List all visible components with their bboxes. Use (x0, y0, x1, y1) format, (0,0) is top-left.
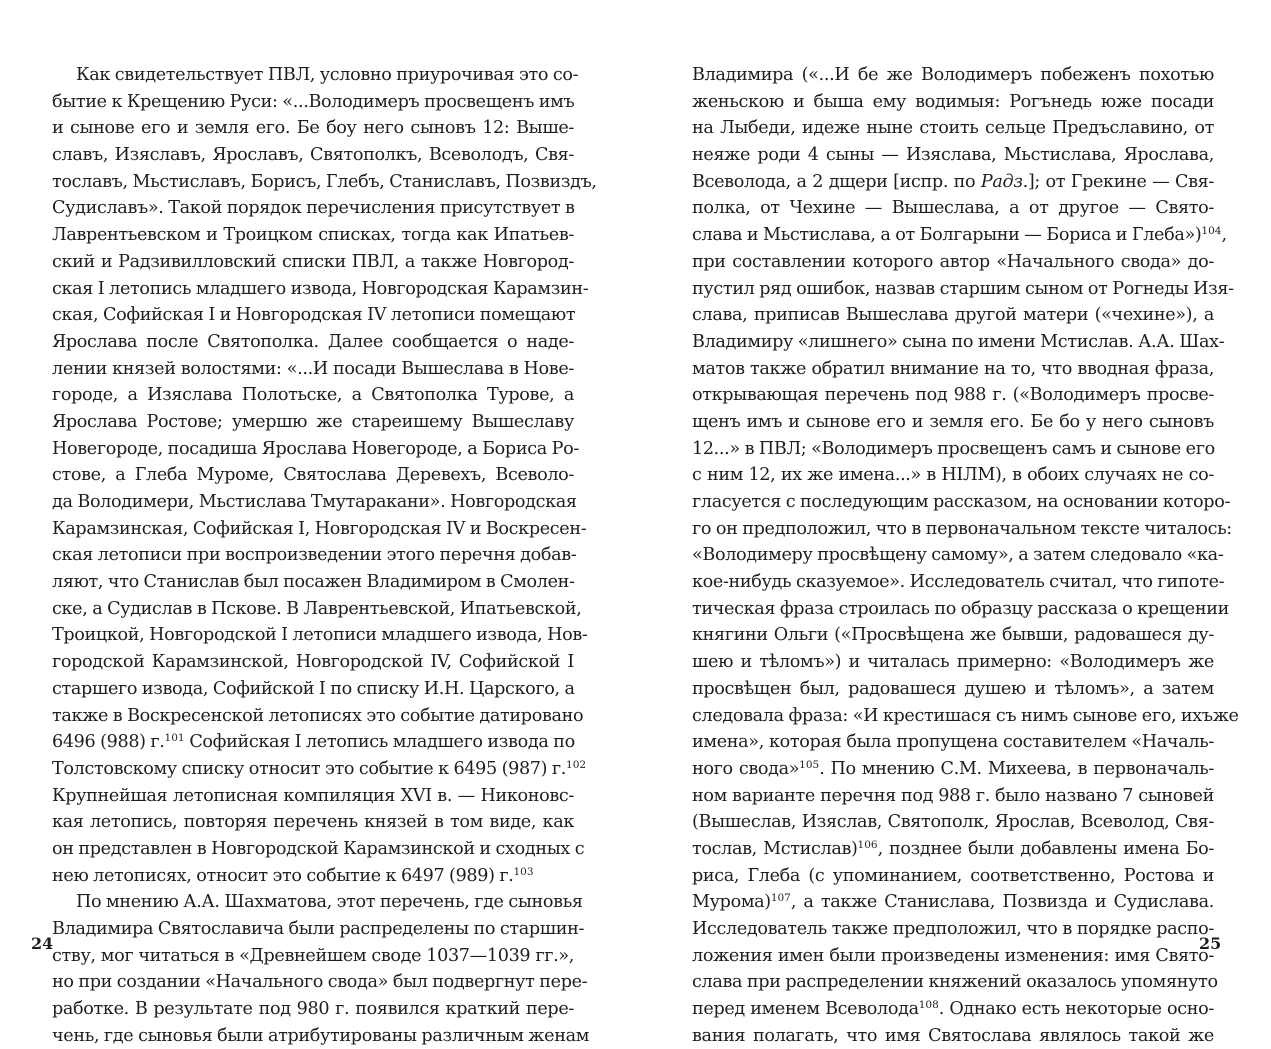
text-line: также в Воскресенской летописях это событие датировано (52, 705, 584, 726)
text-line: 6496 (988) г.$^{101}$ Софийская I летопись младшего извода по (52, 732, 575, 753)
text-line: перед именем Всеволода$^{108}$. Однако есть некоторые осно- (692, 999, 1215, 1020)
page-number-right: 25 (1199, 934, 1222, 953)
right-page (692, 62, 1239, 1049)
text-line: имена», которая была пропущена составителем «Началь- (692, 732, 1214, 753)
text-line: нею летописях, относит это событие к 6497 (989) г.$^{103}$ (52, 865, 534, 886)
text-line: следовала фраза: «И крестишася съ нимъ сынове его, ихъже (692, 705, 1239, 726)
text-line: стове, а Глеба Муроме, Святослава Деревехъ, Всеволо- (52, 465, 574, 486)
text-line: Владимиру «лишнего» сына по имени Мстислав. А.А. Шах- (692, 331, 1225, 352)
text-line: тическая фраза строилась по образцу рассказа о крещении (692, 598, 1229, 619)
text-line: ский и Радзивилловский списки ПВЛ, а также Новгород- (52, 251, 574, 272)
text-line: Владимира («...И бе же Володимеръ побеженъ похотью (692, 65, 1214, 85)
text-line: «Володимеру просвѣщену самому», а затем следовало «ка- (692, 545, 1224, 566)
text-line: Как свидетельствует ПВЛ, условно приурочивая это со- (76, 65, 579, 85)
text-line: просвѣщен был, радовашеся душею и тѣломъ», а затем (692, 678, 1214, 699)
text-line: Крупнейшая летописная компиляция XVI в. — Никоновс- (52, 785, 574, 806)
text-line: да Володимери, Мьстислава Тмутаракани». Новгородская (52, 492, 577, 512)
text-line: женьскою и быша ему водимыя: Рогънедь юже посади (692, 91, 1214, 112)
text-line: щенъ имъ и сынове его и земля его. Бе бо у него сыновъ (692, 411, 1214, 432)
text-line: ляют, что Станислав был посажен Владимиром в Смолен- (52, 572, 575, 593)
text-line: слава при распределении княжений оказалось упомянуто (692, 972, 1218, 993)
text-line: старшего извода, Софийской I по списку И.Н. Царского, а (52, 678, 575, 699)
text-line: ская, Софийская I и Новгородская IV летописи помещают (52, 305, 576, 326)
text-line: княгини Ольги («Просвѣщена же бывши, радовашеся ду- (692, 625, 1214, 646)
text-line: Исследователь также предположил, что в порядке распо- (692, 919, 1214, 939)
text-line: тославъ, Мьстиславъ, Борисъ, Глебъ, Станиславъ, Позвиздъ, (52, 171, 597, 192)
text-line: Судиславъ». Такой порядок перечисления присутствует в (52, 198, 575, 219)
text-line: городе, а Изяслава Полотьске, а Святополка Турове, а (52, 385, 574, 406)
page-number-left: 24 (31, 934, 54, 953)
text-line: он представлен в Новгородской Карамзинской и сходных с (52, 838, 585, 859)
text-line: ская летописи при воспроизведении этого перечня добав- (52, 545, 577, 566)
text-line: бытие к Крещению Руси: «...Володимеръ просвещенъ имъ (52, 91, 575, 112)
footnote-ref: 101 (164, 732, 185, 745)
italic-source: Радз. (980, 171, 1028, 192)
text-line: славъ, Изяславъ, Ярославъ, Святополкъ, Всеволодъ, Свя- (52, 145, 574, 166)
text-line: матов также обратил внимание на то, что вводная фраза, (692, 358, 1214, 379)
text-line: Карамзинская, Софийская I, Новгородская IV и Воскресен- (52, 518, 587, 539)
footnote-ref: 107 (770, 892, 791, 905)
text-line: ного свода»$^{105}$. По мнению С.М. Михеева, в первоначаль- (692, 758, 1214, 779)
text-line: По мнению А.А. Шахматова, этот перечень, где сыновья (76, 892, 583, 913)
text-line: городской Карамзинской, Новгородской IV, Софийской I (52, 652, 574, 673)
footnote-ref: 104 (1201, 225, 1222, 238)
text-line: лении князей волостями: «...И посади Вышеслава в Нове- (52, 358, 574, 379)
footnote-ref: 106 (857, 838, 878, 851)
text-line: нeяже роди 4 сыны — Изяслава, Мьстислава, Ярослава, (692, 145, 1214, 166)
text-line: ству, мог читаться в «Древнейшем своде 1037—1039 гг.», (52, 945, 574, 966)
text-line: Троицкой, Новгородской I летописи младшего извода, Нов- (52, 625, 588, 646)
left-page (52, 62, 597, 1049)
text-line: Толстовскому списку относит это событие к 6495 (987) г.$^{102}$ (52, 758, 587, 779)
text-line: на Лыбеди, идеже ныне стоить сельце Предъславино, от (692, 118, 1214, 139)
text-line: Мурома)$^{107}$, а также Станислава, Позвизда и Судислава. (692, 892, 1214, 913)
text-line: Лаврентьевском и Троицком списках, тогда как Ипатьев- (52, 225, 574, 246)
footnote-ref: 108 (918, 999, 939, 1012)
text-line: го он предположил, что в первоначальном тексте читалось: (692, 518, 1232, 539)
text-line: Владимира Святославича были распределены по старшин- (52, 919, 585, 939)
text-line: тослав, Мстислав)$^{106}$, позднее были добавлены имена Бо- (692, 838, 1214, 859)
text-line: ложения имен были произведены изменения: имя Свято- (692, 945, 1214, 966)
text-line: пустил ряд ошибок, назвав старшим сыном от Рогнеды Изя- (692, 278, 1234, 299)
text-line: вания полагать, что имя Святослава являлось такой же (692, 1025, 1214, 1046)
text-line: шею и тѣломъ») и читалась примерно: «Володимеръ же (692, 652, 1214, 673)
text-line: но при создании «Начального свода» был подвергнут пере- (52, 972, 588, 993)
text-line: с ним 12, их же имена...» в НIЛМ), в обоих случаях не со- (692, 465, 1214, 486)
text-line: ске, а Судислав в Пскове. В Лаврентьевской, Ипатьевской, (52, 598, 582, 619)
text-line: Ярослава Ростове; умершю же стареишему Вышеславу (52, 411, 574, 432)
text-line: гласуется с последующим рассказом, на основании которо- (692, 492, 1231, 512)
text-line: (Вышеслав, Изяслав, Святополк, Ярослав, Всеволод, Свя- (692, 812, 1214, 833)
text-line: открывающая перечень под 988 г. («Володимеръ просве- (692, 385, 1214, 406)
text-line: слава, приписав Вышеслава другой матери («чехине»), а (692, 305, 1214, 326)
text-line: работке. В результате под 980 г. появился краткий пере- (52, 999, 574, 1020)
text-line: полка, от Чехине — Вышеслава, а от другое — Свято- (692, 198, 1214, 219)
text-line: кое-нибудь сказуемое». Исследователь считал, что гипоте- (692, 572, 1225, 593)
text-line: Новегороде, посадиша Ярослава Новегороде, а Бориса Ро- (52, 438, 579, 459)
text-line: слава и Мьстислава, а от Болгарыни — Бориса и Глеба»)$^{104}$, (692, 225, 1227, 246)
text-line: 12...» в ПВЛ; «Володимеръ просвещенъ самъ и сынове его (692, 438, 1215, 459)
text-line: чень, где сыновья были атрибутированы различным женам (52, 1025, 590, 1046)
text-line: при составлении которого автор «Начального свода» до- (692, 251, 1214, 272)
text-line: и сынове его и земля его. Бе боу него сыновъ 12: Выше- (52, 118, 574, 139)
text-line: риса, Глеба (с упоминанием, соответственно, Ростова и (692, 865, 1214, 886)
footnote-ref: 102 (566, 758, 587, 771)
text-line: Ярослава после Святополка. Далее сообщается о наде- (52, 331, 574, 352)
text-line: ном варианте перечня под 988 г. было названо 7 сыновей (692, 785, 1214, 806)
text-line: Всеволода, а 2 дщери [испр. по Радз.]; от Грекине — Свя- (692, 171, 1214, 192)
text-line: ская I летопись младшего извода, Новгородская Карамзин- (52, 278, 589, 299)
text-line: кая летопись, повторяя перечень князей в том виде, как (52, 812, 574, 833)
footnote-ref: 103 (513, 865, 534, 878)
footnote-ref: 105 (799, 758, 820, 771)
